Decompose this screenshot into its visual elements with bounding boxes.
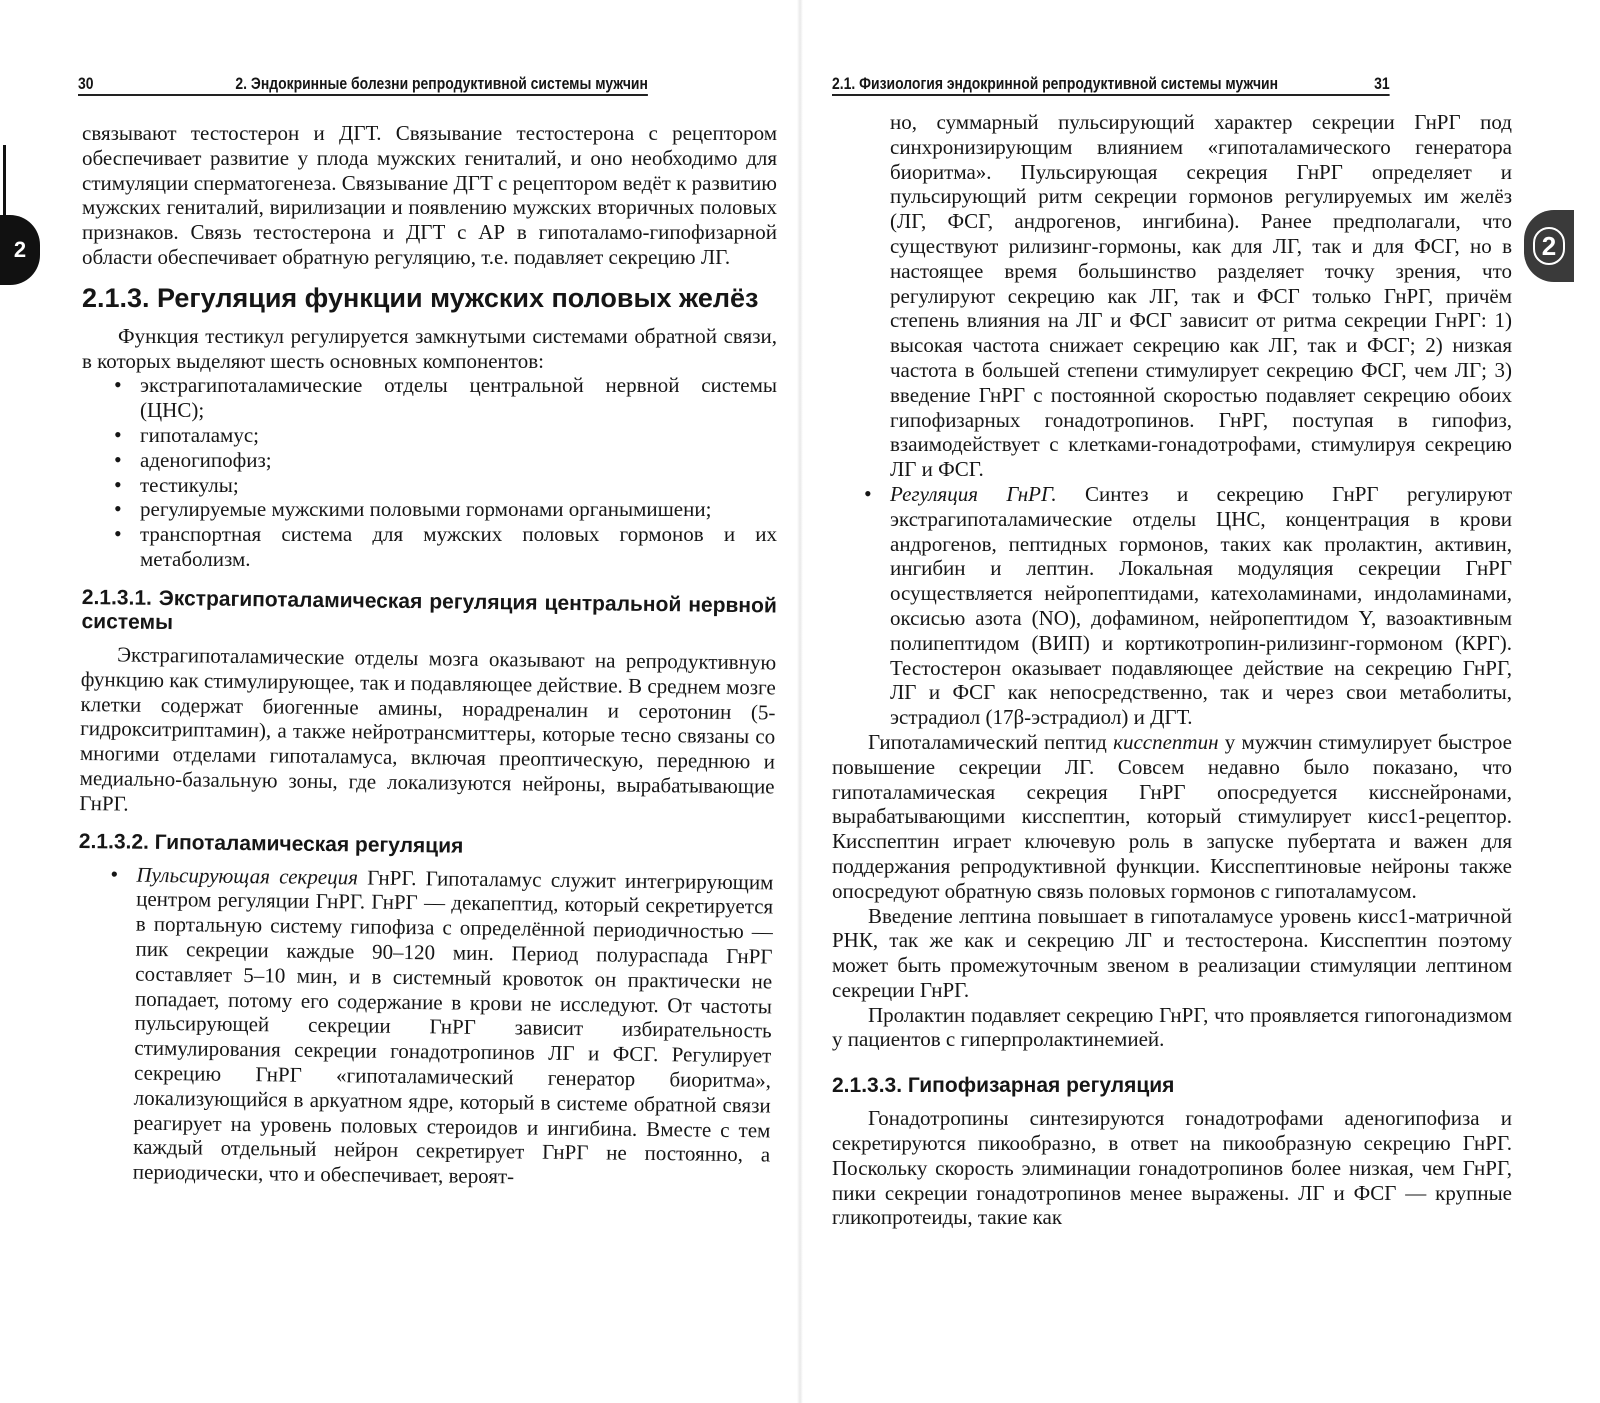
list-item: • тестикулы;	[140, 473, 777, 498]
kisspeptin-paragraph	[832, 730, 1512, 904]
list-item: • регулируемые мужскими половыми гормонами органымишени;	[140, 497, 777, 522]
subsection-heading-2131: 2.1.3.1. Экстрагипоталамическая регуляция центральной нервной системы	[81, 585, 777, 634]
left-page-number: 30	[78, 74, 94, 93]
right-chapter-tab	[1524, 210, 1574, 282]
kisspeptin-lead: Гипоталамический пептид	[868, 729, 1114, 754]
subsection-2131-paragraph: Экстрагипоталамические отделы мозга оказывают на репродуктивную функцию как стимулирующее, так и подавляющее действие. В среднем мозге клетки содержат биогенные амины, норадреналин и серотонин (5-гидрокситриптамин), а также нейротрансмиттеры, которые тесно связаны со многими отделами гипоталамуса, включая преоптическую, переднюю и медиально-базальную зоны, где локализуются нейроны, вырабатывающие ГнРГ.	[79, 642, 777, 816]
list-item	[133, 862, 774, 1192]
subsection-heading-2133: 2.1.3.3. Гипофизарная регуляция	[832, 1074, 1175, 1098]
list-item: • аденогипофиз;	[140, 448, 777, 473]
right-running-title: 2.1. Физиология эндокринной репродуктивной системы мужчин	[832, 74, 1279, 93]
right-running-head	[832, 62, 1390, 96]
continued-paragraph: но, суммарный пульсирующий характер секреции ГнРГ под синхронизирующим влиянием «гипоталамического генератора биоритма». Пульсирующая секреция ГнРГ определяет и пульсирующий ритм секреции гормонов регулируемых им желёз (ЛГ, ФСГ, андрогенов, ингибина). Ранее предполагали, что существуют рилизинг-гормоны, как для ЛГ, так и для ФСГ, но в настоящее время большинство разделяет точку зрения, что регулируют секрецию как ЛГ, так и ФСГ только ГнРГ, причём степень влияния на ЛГ и ФСГ зависит от ритма секреции ГнРГ: 1) высокая частота снижает секрецию как ЛГ, так и ФСГ; 2) низкая частота в большей степени стимулирует секрецию ФСГ, чем ЛГ; 3) введение ГнРГ с постоянной скоростью подавляет секрецию обоих гипофизарных гонадотропинов. ГнРГ, поступая в гипофиз, взаимодействует с клетками-гонадотрофами, стимулируя секрецию ЛГ и ФСГ.	[890, 110, 1512, 482]
subsection-2133-paragraph: Гонадотропины синтезируются гонадотрофами аденогипофиза и секретируются пикообразно, в ответ на пикообразную секрецию ГнРГ. Поскольку скорость элиминации гонадотропинов более низкая, чем ГнРГ, пики секреции гонадотропинов менее выражены. ЛГ и ФСГ — крупные гликопротеиды, такие как	[832, 1106, 1512, 1230]
prolactin-paragraph: Пролактин подавляет секрецию ГнРГ, что проявляется гипогонадизмом у пациентов с гиперпролактинемией.	[832, 1002, 1512, 1052]
pulse-text: ГнРГ. Гипоталамус служит интегрирующим центром регуляции ГнРГ. ГнРГ — декапептид, который секретируется в портальную систему гипофиза с определённой периодичностью — пик секреции каждые 90–120 мин. Период полураспада ГнРГ составляет 5–10 мин, и в системный кровоток он практически не попадает, потому его содержание в крови не исследуют. От частоты пульсирующей секреции ГнРГ зависит избирательность стимулирования секреции гонадотропинов ЛГ и ФСГ. Регулирует секрецию ГнРГ «гипоталамический генератор биоритма», локализующийся в аркуатном ядре, который в системе обратной связи реагирует на уровень половых стероидов и ингибина. Вместе с тем каждый отдельный нейрон секретирует ГнРГ не постоянно, а периодически, что и обеспечивает, вероят-	[132, 864, 774, 1189]
left-text-column	[78, 121, 777, 1189]
skewed-scan-block	[75, 586, 777, 1192]
components-list	[82, 373, 777, 571]
kisspeptin-body: у мужчин стимулирует быстрое повышение секреции ЛГ. Совсем недавно было показано, что гипоталамическая секреция ГнРГ опосредуется кисснейронами, вырабатывающими кисспептин, который стимулирует кисс1-рецептор. Кисспептин играет ключевую роль в запуске пубертата и важен для поддержания репродуктивной функции. Кисспептиновые нейроны также опосредуют обратную связь половых гормонов с гипоталамусом.	[832, 729, 1512, 903]
list-item: • гипоталамус;	[140, 423, 777, 448]
right-page	[800, 0, 1600, 1403]
leptin-paragraph: Введение лептина повышает в гипоталамусе уровень кисс1-матричной РНК, так же как и секрецию ЛГ и тестостерона. Кисспептин поэтому может быть промежуточным звеном в реализации стимуляции лептином секреции ГнРГ.	[832, 903, 1512, 1002]
list-item: • транспортная система для мужских половых гормонов и их метаболизм.	[140, 522, 777, 572]
intro-paragraph: связывают тестостерон и ДГТ. Связывание тестостерона с рецептором обеспечивает развитие у плода мужских гениталий, и оно необходимо для стимуляции сперматогенеза. Связывание ДГТ с рецептором ведёт к развитию мужских гениталий, вирилизации и появлению мужских вторичных половых признаков. Связь тестостерона и ДГТ с АР в гипоталамо-гипофизарной области обеспечивает обратную регуляцию, т.е. подавляет секрецию ЛГ.	[82, 121, 777, 269]
left-chapter-tab: 2	[0, 215, 40, 285]
right-page-number: 31	[1374, 74, 1390, 93]
right-text-column	[832, 110, 1512, 1230]
right-tab-label: 2	[1533, 227, 1565, 265]
pulse-term: Пульсирующая секреция	[136, 862, 359, 889]
kisspeptin-term: кисспептин	[1113, 729, 1219, 754]
left-running-head	[78, 62, 648, 96]
list-item: • экстрагипоталамические отделы центральной нервной системы (ЦНС);	[140, 373, 777, 423]
hypothalamic-list	[75, 861, 774, 1192]
regulation-list	[832, 482, 1512, 730]
list-item	[890, 482, 1512, 730]
regulation-text: Синтез и секрецию ГнРГ регулируют экстрагипоталамические отделы ЦНС, концентрация в крови андрогенов, пептидных гормонов, таких как пролактин, активин, ингибин и лептин. Локальная модуляция секреции ГнРГ осуществляется нейропептидами, катехоламинами, индоламинами, оксисью азота (NO), дофамином, нейропептидом Y, вазоактивным полипептидом (ВИП) и кортикотропин-рилизинг-гормоном (КРГ). Тестостерон оказывает подавляющее действие на секрецию ГнРГ, ЛГ и ФСГ как непосредственно, так и через свои метаболиты, эстрадиол (17β-эстрадиол) и ДГТ.	[890, 481, 1512, 730]
regulation-term: Регуляция ГнРГ.	[890, 481, 1057, 506]
section-heading-213: 2.1.3. Регуляция функции мужских половых желёз	[82, 282, 759, 313]
subsection-heading-2132: 2.1.3.2. Гипоталамическая регуляция	[78, 829, 464, 858]
chapter-tab-line	[3, 145, 6, 225]
section-213-paragraph: Функция тестикул регулируется замкнутыми системами обратной связи, в которых выделяют шесть основных компонентов:	[82, 323, 777, 373]
left-running-title: 2. Эндокринные болезни репродуктивной системы мужчин	[235, 74, 648, 93]
